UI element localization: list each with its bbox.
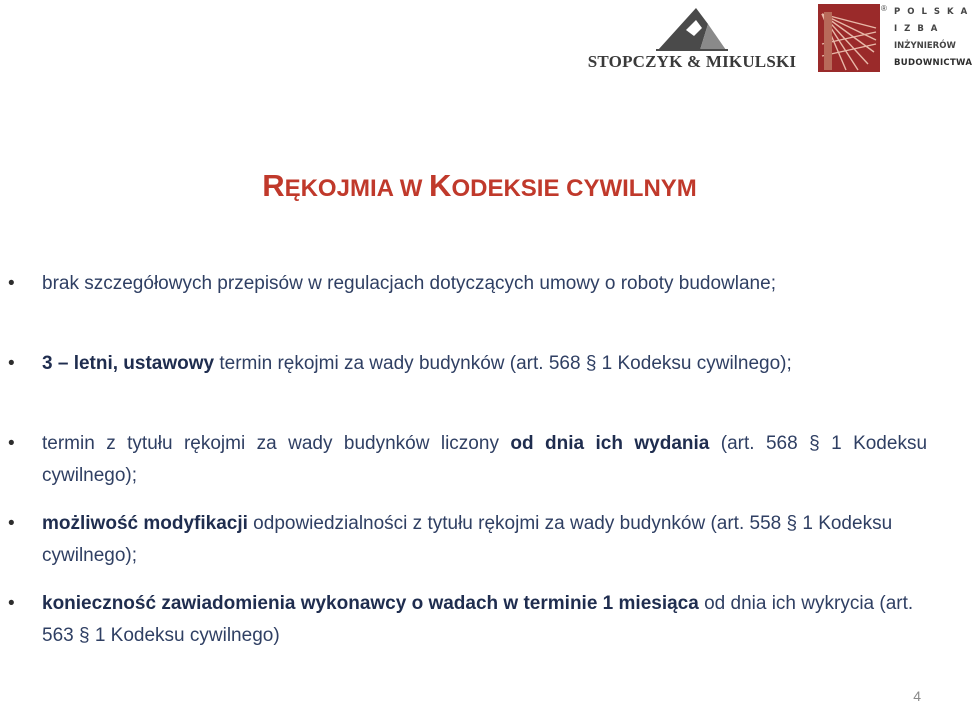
- chamber-line-1: POLSKA: [894, 7, 974, 17]
- bullet-item-1: • brak szczegółowych przepisów w regulacjach dotyczących umowy o roboty budowlane;: [42, 268, 927, 300]
- bullet-item-3: • termin z tytułu rękojmi za wady budynków liczony od dnia ich wydania (art. 568 § 1 Kodeksu cywilnego);: [42, 428, 927, 492]
- chamber-line-3: INŻYNIERÓW: [894, 41, 956, 51]
- page-number: 4: [913, 688, 921, 704]
- mountain-logo-icon: [656, 6, 728, 50]
- chamber-line-2: IZBA: [894, 24, 945, 34]
- bullet-item-2: • 3 – letni, ustawowy termin rękojmi za wady budynków (art. 568 § 1 Kodeksu cywilnego);: [42, 348, 927, 380]
- registered-mark: ®: [881, 4, 887, 13]
- chamber-logo-text: [894, 4, 974, 72]
- bullet-item-5: • konieczność zawiadomienia wykonawcy o wadach w terminie 1 miesiąca od dnia ich wykrycia (art. 563 § 1 Kodeksu cywilnego): [42, 588, 927, 652]
- chamber-emblem-icon: [818, 4, 888, 72]
- chamber-logo: [818, 4, 974, 74]
- firm-logo-text: STOPCZYK & MIKULSKI: [587, 52, 797, 71]
- bullet-item-4: • możliwość modyfikacji odpowiedzialności z tytułu rękojmi za wady budynków (art. 558 § 1 Kodeksu cywilnego);: [42, 508, 927, 572]
- chamber-line-4: BUDOWNICTWA: [894, 58, 973, 68]
- slide-title: RĘKOJMIA W KODEKSIE CYWILNYM: [262, 168, 697, 203]
- firm-logo: [586, 6, 798, 74]
